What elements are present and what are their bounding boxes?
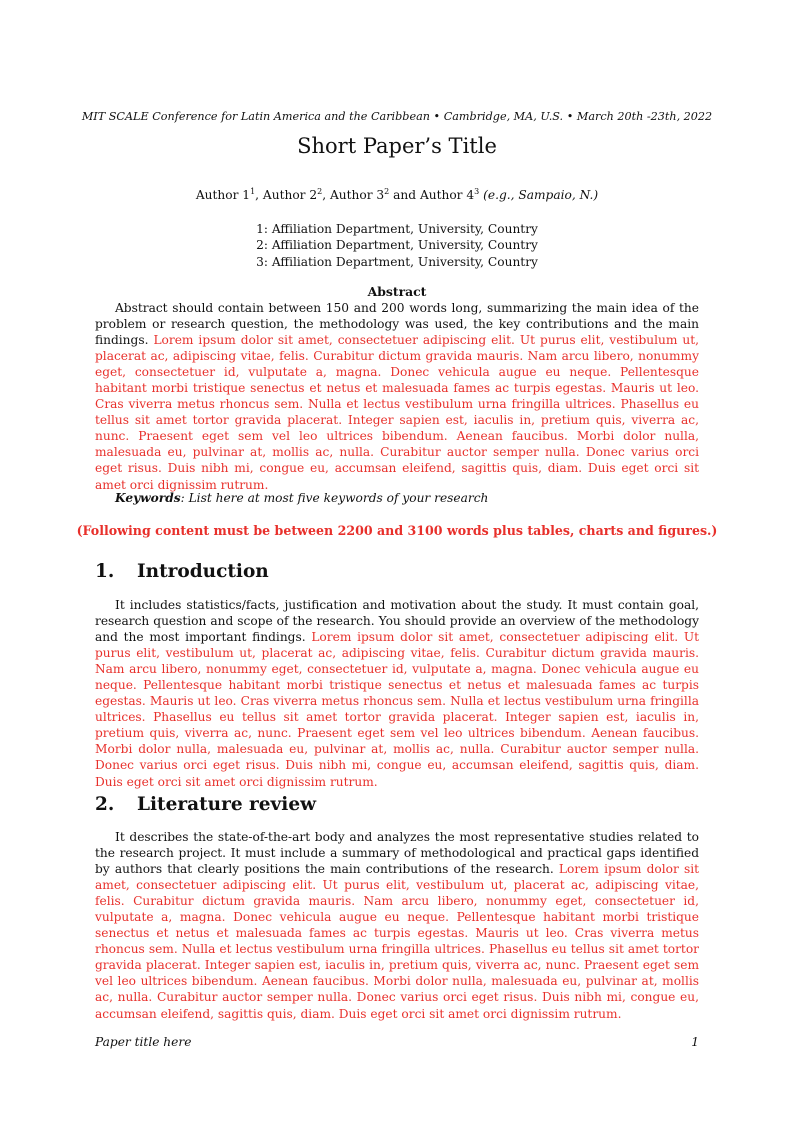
abstract-body — [95, 300, 699, 493]
conference-header — [0, 110, 794, 123]
author-3-affil: 2 — [384, 187, 390, 196]
section-title: Introduction — [137, 561, 269, 582]
keywords-label: Keywords — [115, 491, 181, 505]
author-3: Author 3 — [329, 188, 385, 203]
author-2-affil: 2 — [317, 187, 323, 196]
footer-paper-title: Paper title here — [95, 1035, 192, 1049]
author-4: Author 4 — [419, 188, 475, 203]
introduction-intro: It includes statistics/facts, justification and motivation about the study. It must contain goal, research question and scope of the research. You should provide an overview of the methodology and the most important findings. — [95, 598, 699, 645]
conference-location: Cambridge, MA, U.S. — [443, 110, 564, 123]
literature-review-placeholder: Lorem ipsum dolor sit amet, consectetuer adipiscing elit. Ut purus elit, vestibulum ut, placerat ac, adipiscing vitae, felis. Curabitur dictum gravida mauris. Nam arcu libero, nonummy eget, consectetuer id, vulputate a, magna. Donec vehicula augue eu neque. Pellentesque habitant morbi tristique senectus et netus et malesuada fames ac turpis egestas. Mauris ut leo. Cras viverra metus rhoncus sem. Nulla et lectus vestibulum urna fringilla ultrices. Phasellus eu tellus sit amet tortor gravida placerat. Integer sapien est, iaculis in, pretium quis, viverra ac, nunc. Praesent eget sem vel leo ultrices bibendum. Aenean faucibus. Morbi dolor nulla, malesuada eu, pulvinar at, mollis ac, nulla. Curabitur auctor semper nulla. Donec varius orci eget risus. Duis nibh mi, congue eu, accumsan eleifend, sagittis quis, diam. Duis eget orci sit amet orci dignissim rutrum. — [95, 862, 699, 1021]
author-1: Author 1 — [195, 188, 251, 203]
affiliation-item: 3: Affiliation Department, University, Country — [256, 254, 538, 269]
introduction-body — [95, 597, 699, 790]
paper-title: Short Paper’s Title — [297, 134, 497, 158]
keywords-line — [115, 491, 488, 505]
section-heading-introduction — [95, 561, 269, 582]
introduction-placeholder: Lorem ipsum dolor sit amet, consectetuer adipiscing elit. Ut purus elit, vestibulum ut, placerat ac, adipiscing vitae, felis. Curabitur dictum gravida mauris. Nam arcu libero, nonummy eget, consectetuer id, vulputate a, magna. Donec vehicula augue eu neque. Pellentesque habitant morbi tristique senectus et netus et malesuada fames ac turpis egestas. Mauris ut leo. Cras viverra metus rhoncus sem. Nulla et lectus vestibulum urna fringilla ultrices. Phasellus eu tellus sit amet tortor gravida placerat. Integer sapien est, iaculis in, pretium quis, viverra ac, nunc. Praesent eget sem vel leo ultrices bibendum. Aenean faucibus. Morbi dolor nulla, malesuada eu, pulvinar at, mollis ac, nulla. Curabitur auctor semper nulla. Donec varius orci eget risus. Duis nibh mi, congue eu, accumsan eleifend, sagittis quis, diam. Duis eget orci sit amet orci dignissim rutrum. — [95, 630, 700, 789]
author-1-affil: 1 — [250, 187, 256, 196]
section-number: 2. — [95, 794, 115, 815]
affiliation-list — [0, 221, 794, 270]
header-separator: • — [433, 110, 441, 123]
affiliation-item: 1: Affiliation Department, University, Country — [256, 222, 538, 236]
literature-review-body — [95, 829, 699, 1022]
author-4-affil: 3 — [474, 187, 480, 196]
conference-dates: March 20th -23th, 2022 — [576, 110, 713, 123]
section-title: Literature review — [137, 794, 317, 815]
abstract-placeholder: Lorem ipsum dolor sit amet, consectetuer adipiscing elit. Ut purus elit, vestibulum ut, placerat ac, adipiscing vitae, felis. Curabitur dictum gravida mauris. Nam arcu libero, nonummy eget, consectetuer id, vulputate a, magna. Donec vehicula augue eu neque. Pellentesque habitant morbi tristique senectus et netus et malesuada fames ac turpis egestas. Mauris ut leo. Cras viverra metus rhoncus sem. Nulla et lectus vestibulum urna fringilla ultrices. Phasellus eu tellus sit amet tortor gravida placerat. Integer sapien est, iaculis in, pretium quis, viverra ac, nunc. Praesent eget sem vel leo ultrices bibendum. Aenean faucibus. Morbi dolor nulla, malesuada eu, pulvinar at, mollis ac, nulla. Curabitur auctor semper nulla. Donec varius orci eget risus. Duis nibh mi, congue eu, accumsan eleifend, sagittis quis, diam. Duis eget orci sit amet orci dignissim rutrum. — [95, 333, 699, 492]
conference-name: MIT SCALE Conference for Latin America and the Caribbean — [81, 110, 430, 123]
section-number: 1. — [95, 561, 115, 582]
keywords-text: : List here at most five keywords of your research — [180, 491, 489, 505]
author-list: Author $1^1$, Author $2^2$, Author $3^2$ and Author $4^3$ (e.g., Sampaio, N.) — [195, 187, 599, 203]
affiliation-item: 2: Affiliation Department, University, Country — [256, 238, 538, 253]
page-number: 1 — [691, 1035, 699, 1049]
section-heading-literature-review — [95, 794, 316, 815]
header-separator: • — [566, 110, 574, 123]
literature-review-intro: It describes the state-of-the-art body and analyzes the most representative studies related to the research project. It must include a summary of methodological and practical gaps identified by authors that clearly positions the main contributions of the research. — [95, 830, 699, 877]
abstract-intro: Abstract should contain between 150 and 200 words long, summarizing the main idea of the problem or research question, the methodology was used, the key contributions and the main findings. — [95, 301, 699, 348]
word-count-notice: (Following content must be between 2200 and 3100 words plus tables, charts and figures.) — [76, 523, 718, 538]
abstract-heading: Abstract — [367, 284, 427, 299]
author-2: Author 2 — [262, 188, 318, 203]
author-example: (e.g., Sampaio, N.) — [483, 188, 599, 203]
